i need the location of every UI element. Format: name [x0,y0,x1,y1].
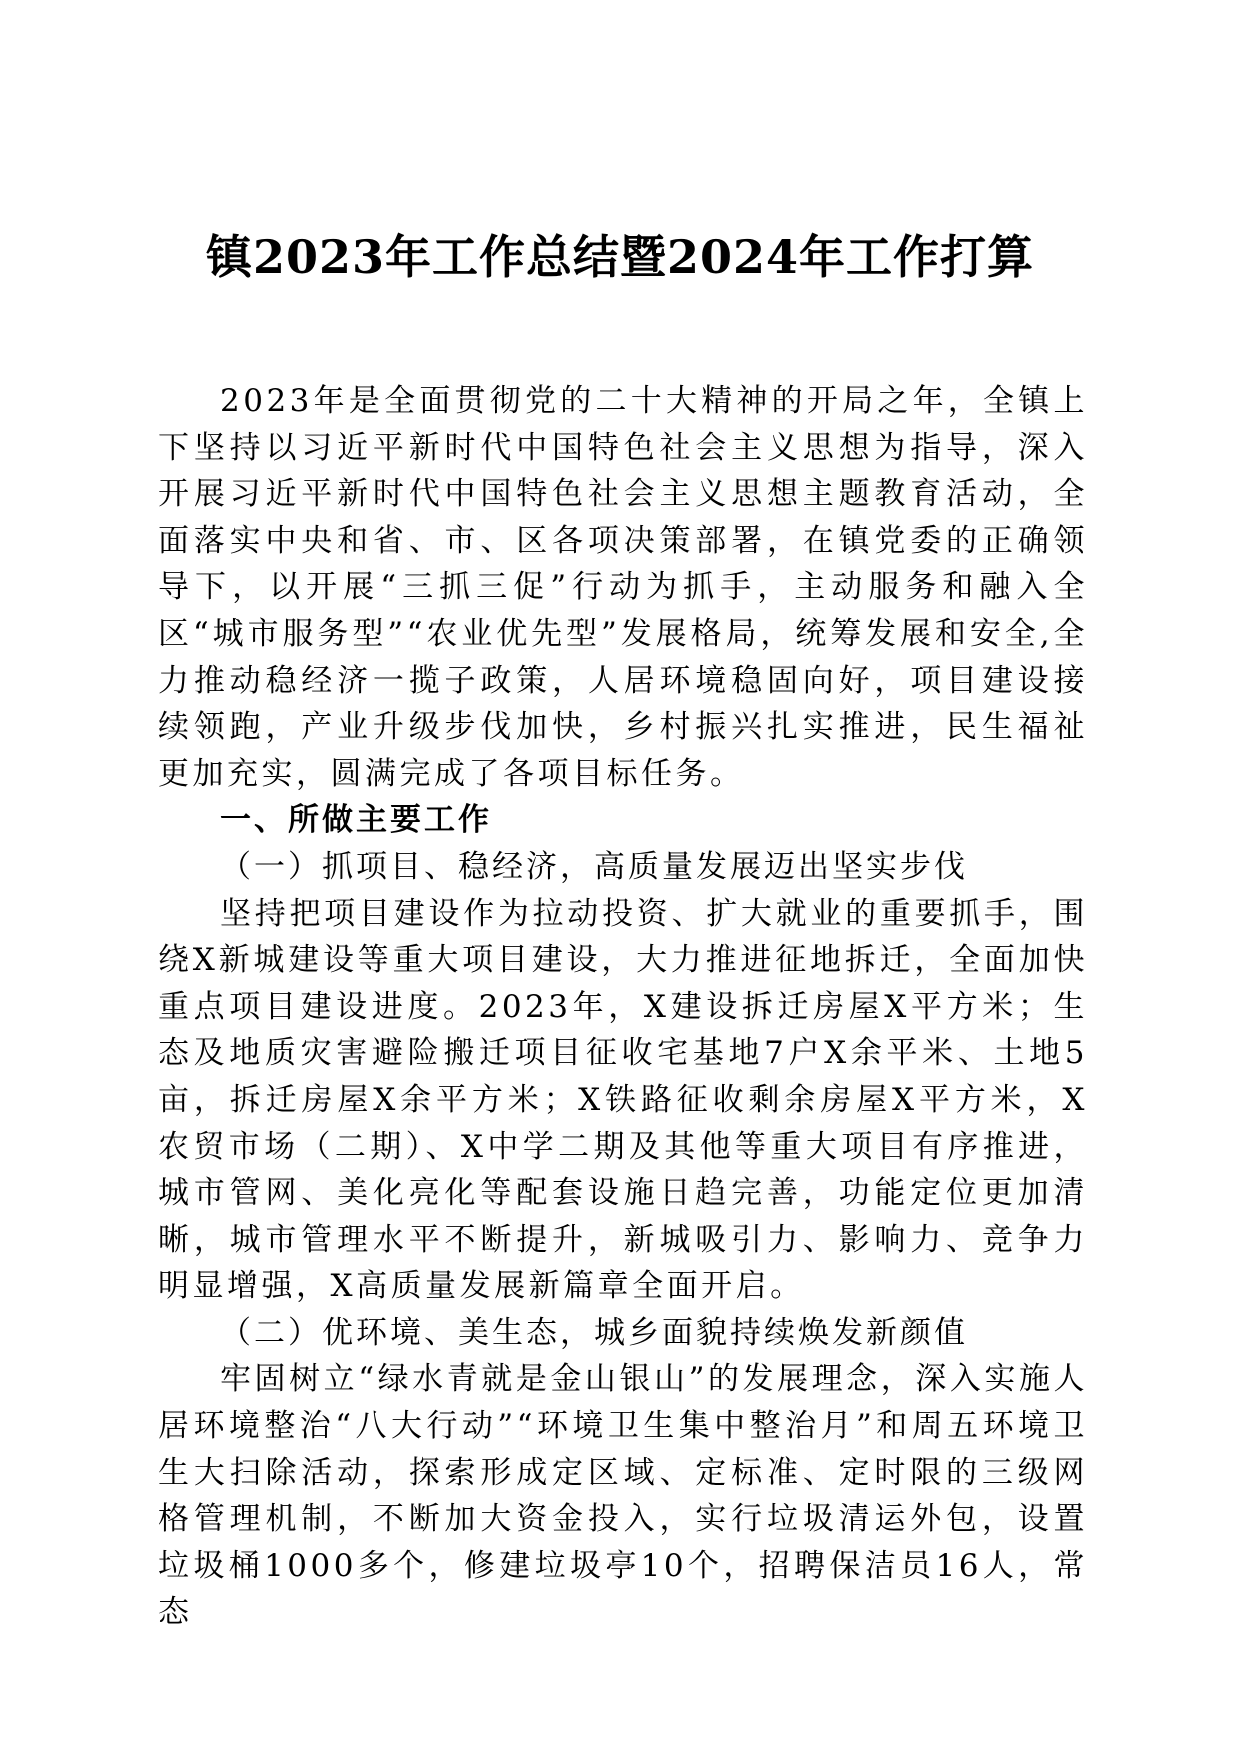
subsection-heading-1: （一）抓项目、稳经济，高质量发展迈出坚实步伐 [220,848,968,885]
section-heading-1: 一、所做主要工作 [220,802,492,839]
intro-paragraph: 2023年是全面贯彻党的二十大精神的开局之年，全镇上下坚持以习近平新时代中国特色社会主义思想为指导，深入开展习近平新时代中国特色社会主义思想主题教育活动，全面落实中央和省、市、区各项决策部署，在镇党委的正确领导下，以开展“三抓三促”行动为抓手，主动服务和融入全区“城市服务型”“农业优先型”发展格局，统筹发展和安全,全力推动稳经济一揽子政策，人居环境稳固向好，项目建设接续领跑，产业升级步伐加快，乡村振兴扎实推进，民生福祉更加充实，圆满完成了各项目标任务。 [158,383,1088,792]
subsection-2-paragraph: 牢固树立“绿水青就是金山银山”的发展理念，深入实施人居环境整治“八大行动”“环境卫生集中整治月”和周五环境卫生大扫除活动，探索形成定区域、定标准、定时限的三级网格管理机制，不断加大资金投入，实行垃圾清运外包，设置垃圾桶1000多个，修建垃圾亭10个，招聘保洁员16人，常态 [158,1361,1088,1631]
subsection-heading-2: （二）优环境、美生态，城乡面貌持续焕发新颜值 [220,1314,968,1351]
subsection-1-paragraph: 坚持把项目建设作为拉动投资、扩大就业的重要抓手，围绕X新城建设等重大项目建设，大力推进征地拆迁，全面加快重点项目建设进度。2023年，X建设拆迁房屋X平方米；生态及地质灾害避险搬迁项目征收宅基地7户X余平米、土地5亩，拆迁房屋X余平方米；X铁路征收剩余房屋X平方米，X农贸市场（二期）、X中学二期及其他等重大项目有序推进，城市管网、美化亮化等配套设施日趋完善，功能定位更加清晰，城市管理水平不断提升，新城吸引力、影响力、竞争力明显增强，X高质量发展新篇章全面开启。 [158,895,1088,1305]
document-body [158,378,1088,1636]
document-title: 镇2023年工作总结暨2024年工作打算 [205,230,1035,284]
